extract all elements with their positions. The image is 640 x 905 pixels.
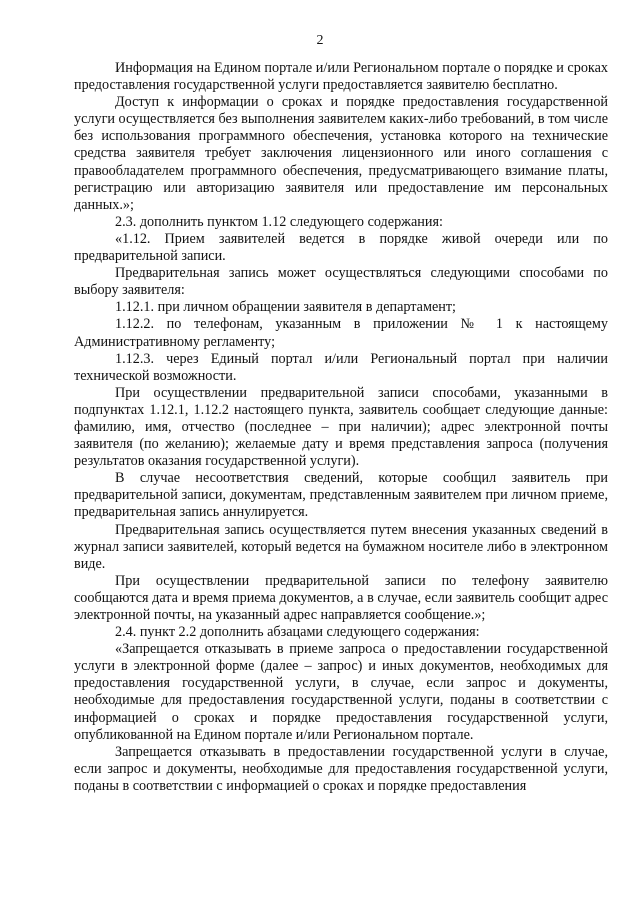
paragraph: «Запрещается отказывать в приеме запроса о предоставлении государственной услуги в электронной форме (далее – запрос) и иных документов, необходимых для предоставления государственной услуги, в случае, если запрос и документы, необходимые для предоставления государственной услуги, поданы в соответствии с информацией о сроках и порядке предоставления государственной услуги, опубликованной на Едином портале и/или Региональном портале.: [74, 641, 608, 743]
page-number: 2: [316, 33, 324, 48]
paragraph: Информация на Едином портале и/или Региональном портале о порядке и сроках предоставления государственной услуги предоставляется заявителю бесплатно.: [74, 60, 608, 94]
paragraph: Запрещается отказывать в предоставлении государственной услуги в случае, если запрос и документы, необходимые для предоставления государственной услуги, поданы в соответствии с информацией о сроках и порядке предоставления: [74, 743, 608, 794]
paragraph: 1.12.1. при личном обращении заявителя в департамент;: [115, 299, 456, 316]
paragraph: 2.4. пункт 2.2 дополнить абзацами следующего содержания:: [115, 624, 480, 641]
paragraph: В случае несоответствия сведений, которые сообщил заявитель при предварительной записи, документам, представленным заявителем при личном приеме, предварительная запись аннулируется.: [74, 470, 608, 521]
paragraph: 2.3. дополнить пунктом 1.12 следующего содержания:: [115, 213, 443, 230]
paragraph: Предварительная запись может осуществляться следующими способами по выбору заявителя:: [74, 265, 608, 299]
document-body: [74, 60, 608, 795]
paragraph: Доступ к информации о сроках и порядке предоставления государственной услуги осуществляется без выполнения заявителем каких-либо требований, в том числе без использования программного обеспечения, установка которого на технические средства заявителя требует заключения лицензионного или иного соглашения с правообладателем программного обеспечения, предусматривающего взимание платы, регистрацию или авторизацию заявителя или предоставление им персональных данных.»;: [74, 94, 608, 213]
paragraph: При осуществлении предварительной записи по телефону заявителю сообщаются дата и время приема документов, а в случае, если заявитель сообщит адрес электронной почты, на указанный адрес направляется сообщение.»;: [74, 572, 608, 623]
paragraph: 1.12.2. по телефонам, указанным в приложении № 1 к настоящему Административному регламенту;: [74, 316, 608, 350]
paragraph: Предварительная запись осуществляется путем внесения указанных сведений в журнал записи заявителей, который ведется на бумажном носителе либо в электронном виде.: [74, 521, 608, 572]
paragraph: При осуществлении предварительной записи способами, указанными в подпунктах 1.12.1, 1.12.2 настоящего пункта, заявитель сообщает следующие данные: фамилию, имя, отчество (последнее – при наличии); адрес электронной почты заявителя (по желанию); желаемые дату и время представления запроса (получения результатов оказания государственной услуги).: [74, 384, 608, 470]
paragraph: «1.12. Прием заявителей ведется в порядке живой очереди или по предварительной записи.: [74, 230, 608, 265]
paragraph: 1.12.3. через Единый портал и/или Региональный портал при наличии технической возможности.: [74, 350, 608, 384]
